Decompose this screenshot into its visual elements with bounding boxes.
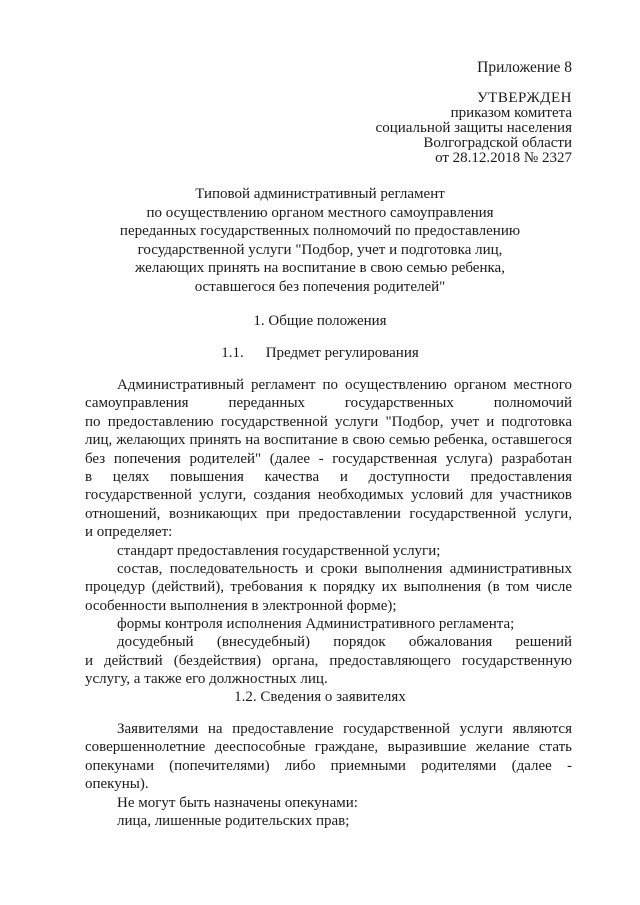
- text-line: досудебный (внесудебный) порядок обжалования решений: [117, 634, 572, 651]
- subsection-number: 1.1.: [221, 345, 244, 361]
- text-line: опекуны).: [85, 776, 149, 793]
- text-line: Административный регламент по осуществлению органом местного: [117, 377, 572, 393]
- subject-paragraphs: [85, 376, 572, 689]
- text-line: лиц, желающих принять на воспитание в свою семью ребенка, оставшегося: [85, 432, 572, 449]
- text-line: и действий (бездействия) органа, предоставляющего государственную: [85, 652, 572, 669]
- section-heading-general: 1. Общие положения: [253, 313, 387, 329]
- subsection-title: Предмет регулирования: [265, 345, 419, 361]
- approved-line: социальной защиты населения: [375, 120, 572, 136]
- text-line: стандарт предоставления государственной услуги;: [117, 542, 441, 559]
- text-line: без попечения родителей" (далее - государственная услуга) разработан: [85, 450, 572, 467]
- text-line: самоуправления переданных государственных полномочий: [85, 395, 572, 412]
- approved-line: Волгоградской области: [423, 135, 572, 151]
- text-line: государственной услуги, создания необходимых условий для участников: [85, 487, 572, 504]
- subsection-heading-subject: [70, 344, 570, 362]
- text-line: опекунами (попечителями) либо приемными родителями (далее -: [85, 757, 572, 774]
- applicants-paragraphs: [85, 720, 572, 830]
- title-line: государственной услуги "Подбор, учет и подготовка лиц,: [137, 241, 503, 258]
- text-line: формы контроля исполнения Административного регламента;: [117, 616, 515, 633]
- title-line: Типовой административный регламент: [195, 186, 445, 202]
- text-line: Заявителями на предоставление государственной услуги являются: [117, 721, 572, 737]
- text-line: лица, лишенные родительских прав;: [117, 812, 350, 829]
- text-line: процедур (действий), требования к порядку их выполнения (в том числе: [85, 579, 572, 596]
- document-title: [70, 185, 570, 296]
- title-line: переданных государственных полномочий по предоставлению: [119, 223, 521, 239]
- approval-stamp-block: [376, 91, 572, 166]
- text-line: в целях повышения качества и доступности предоставления: [85, 468, 572, 485]
- text-line: отношений, возникающих при предоставлении государственной услуги,: [85, 505, 572, 522]
- text-line: особенности выполнения в электронной форме);: [85, 597, 397, 614]
- title-line: по осуществлению органом местного самоуправления: [146, 204, 494, 221]
- text-line: по предоставлению государственной услуги "Подбор, учет и подготовка: [85, 413, 572, 430]
- title-line: желающих принять на воспитание в свою семью ребенка,: [135, 260, 505, 276]
- subsection-heading-applicants: 1.2. Сведения о заявителях: [234, 689, 406, 705]
- text-line: совершеннолетние дееспособные граждане, выразившие желание стать: [85, 739, 572, 756]
- approved-line: от 28.12.2018 № 2327: [435, 150, 572, 166]
- text-line: услугу, а также его должностных лиц.: [85, 671, 328, 688]
- text-line: состав, последовательность и сроки выполнения административных: [117, 560, 572, 577]
- title-line: оставшегося без попечения родителей": [194, 278, 446, 295]
- appendix-label: Приложение 8: [477, 59, 572, 76]
- approved-heading: УТВЕРЖДЕН: [477, 90, 572, 106]
- approved-line: приказом комитета: [450, 105, 572, 121]
- text-line: Не могут быть назначены опекунами:: [117, 794, 358, 811]
- text-line: и определяет:: [85, 524, 173, 541]
